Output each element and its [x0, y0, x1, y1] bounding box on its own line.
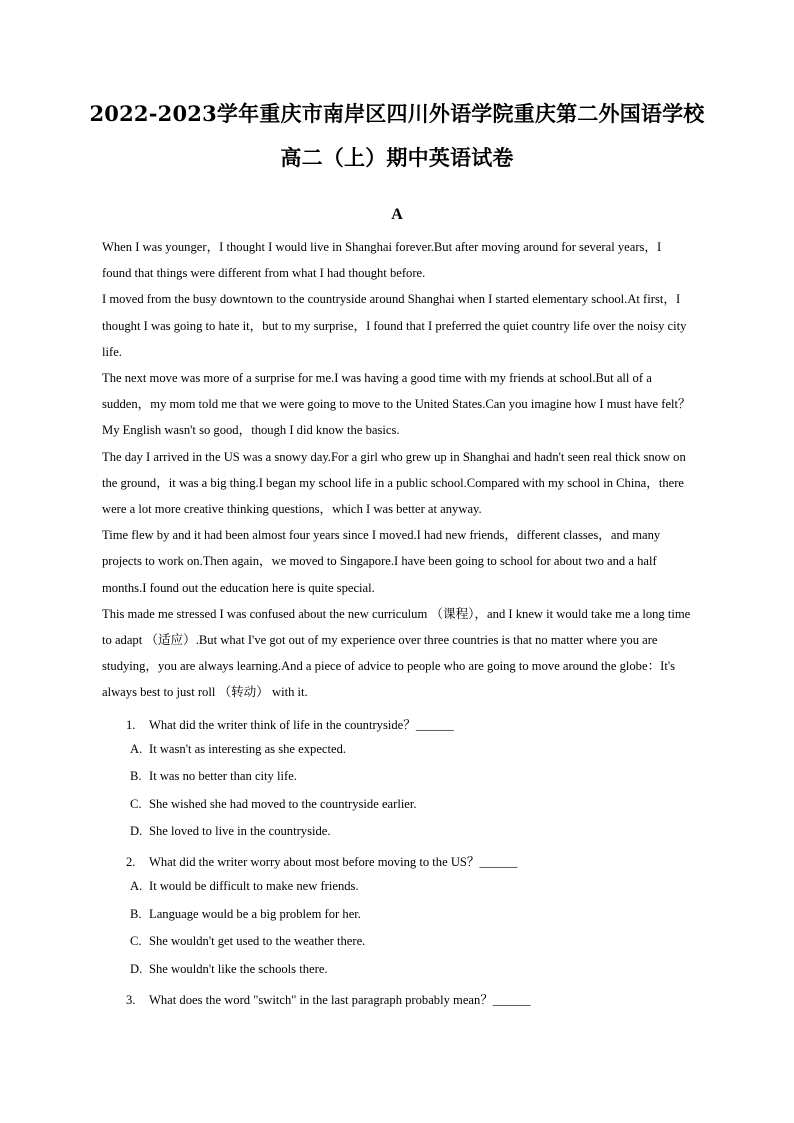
- option-2a[interactable]: [130, 879, 359, 894]
- option-letter: C.: [130, 934, 142, 948]
- question-text: What did the writer worry about most before moving to the US？______: [149, 855, 518, 869]
- option-2b[interactable]: [130, 907, 361, 922]
- option-text: She wouldn't get used to the weather there.: [149, 934, 366, 948]
- option-1b[interactable]: [130, 769, 297, 784]
- passage-paragraph: Time flew by and it had been almost four years since I moved.I had new friends，different classes，and many projects to work on.Then again，we moved to Singapore.I have been going to school for about two and a half months.I found out the education here is quite special.: [102, 528, 661, 595]
- option-letter: A.: [130, 742, 143, 756]
- reading-passage: [102, 234, 692, 706]
- option-1c[interactable]: [130, 797, 417, 812]
- passage-paragraph: This made me stressed I was confused about the new curriculum （课程），and I knew it would take me a long time to adapt （适应）.But what I've got out of my experience over three countries is that no matter where you are studying，you are always learning.And a piece of advice to people who are going to move around the globe：It's always best to just roll （转动） with it.: [102, 606, 691, 700]
- option-text: It would be difficult to make new friends.: [149, 879, 359, 893]
- exam-title-line2: 高二（上）期中英语试卷: [280, 145, 514, 170]
- option-letter: D.: [130, 824, 143, 838]
- question-text: What does the word "switch" in the last paragraph probably mean？______: [149, 993, 531, 1007]
- option-text: It wasn't as interesting as she expected.: [149, 742, 347, 756]
- option-letter: D.: [130, 962, 143, 976]
- question-text: What did the writer think of life in the countryside？______: [149, 718, 454, 732]
- passage-paragraph: When I was younger，I thought I would live in Shanghai forever.But after moving around for several years，I found that things were different from what I had thought before.: [102, 240, 662, 281]
- option-text: She wished she had moved to the countryside earlier.: [149, 797, 417, 811]
- passage-paragraph: The next move was more of a surprise for me.I was having a good time with my friends at school.But all of a sudden，my mom told me that we were going to move to the United States.Can you imagine how I must have felt？My English wasn't so good，though I did know the basics.: [102, 371, 691, 438]
- passage-paragraph: The day I arrived in the US was a snowy day.For a girl who grew up in Shanghai and hadn't seen real thick snow on the ground，it was a big thing.I began my school life in a public school.Compared with my school in China，there were a lot more creative thinking questions，which I was better at anyway.: [102, 449, 686, 517]
- option-text: It was no better than city life.: [149, 769, 297, 783]
- option-text: She wouldn't like the schools there.: [149, 962, 328, 976]
- option-1d[interactable]: [130, 824, 331, 839]
- option-1a[interactable]: [130, 742, 346, 757]
- option-letter: B.: [130, 769, 142, 783]
- option-letter: B.: [130, 907, 142, 921]
- exam-title-line1: 2022-2023学年重庆市南岸区四川外语学院重庆第二外国语学校: [89, 101, 705, 126]
- question-number: 3.: [126, 993, 136, 1007]
- option-text: She loved to live in the countryside.: [149, 824, 331, 838]
- section-heading: A: [391, 206, 403, 223]
- option-letter: C.: [130, 797, 142, 811]
- option-2c[interactable]: [130, 934, 365, 949]
- passage-paragraph: I moved from the busy downtown to the countryside around Shanghai when I started elementary school.At first，I thought I was going to hate it，but to my surprise，I found that I preferred the quiet country life over the noisy city life.: [102, 292, 687, 359]
- option-text: Language would be a big problem for her.: [149, 907, 361, 921]
- question-number: 1.: [126, 718, 136, 732]
- question-3: [126, 989, 531, 1008]
- question-number: 2.: [126, 855, 136, 869]
- option-2d[interactable]: [130, 962, 328, 977]
- option-letter: A.: [130, 879, 143, 893]
- question-2: [126, 851, 517, 870]
- question-1: [126, 714, 454, 733]
